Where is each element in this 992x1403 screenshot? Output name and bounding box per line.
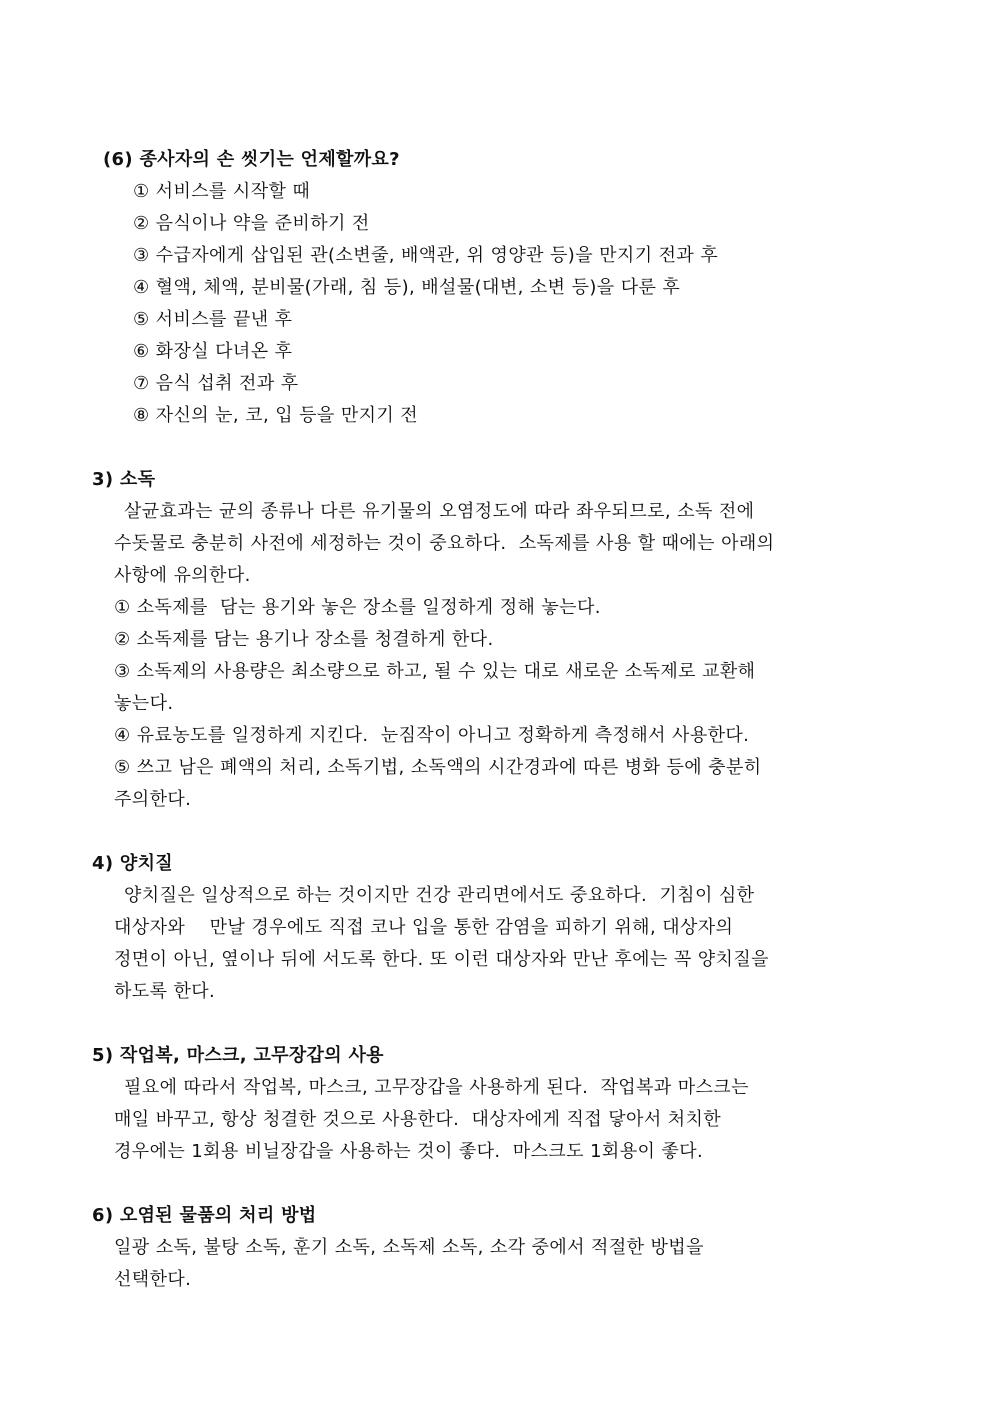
disinfection-item-line: 주의한다. [114,789,192,810]
handwash-item: ⑤ 서비스를 끝낸 후 [133,309,293,330]
gargle-paragraph-line: 대상자와 만날 경우에도 직접 코나 입을 통한 감염을 피하기 위해, 대상자의 [114,917,734,938]
handwash-item: ⑦ 음식 섭취 전과 후 [133,373,299,394]
disinfection-item-line: ③ 소독제의 사용량은 최소량으로 하고, 될 수 있는 대로 새로운 소독제로 교환해 [114,661,756,682]
handwash-item: ⑥ 화장실 다녀온 후 [133,341,293,362]
handwash-title: (6) 종사자의 손 씻기는 언제할까요? [103,149,400,170]
handwash-item: ④ 혈액, 체액, 분비물(가래, 침 등), 배설물(대변, 소변 등)을 다룬 후 [133,277,681,298]
contaminated-title: 6) 오염된 물품의 처리 방법 [92,1205,317,1226]
workwear-paragraph-line: 매일 바꾸고, 항상 청결한 것으로 사용한다. 대상자에게 직접 닿아서 처치한 [114,1109,722,1130]
contaminated-paragraph-line: 일광 소독, 불탕 소독, 훈기 소독, 소독제 소독, 소각 중에서 적절한 방법을 [114,1237,704,1258]
gargle-paragraph-line: 하도록 한다. [114,981,216,1002]
handwash-item: ⑧ 자신의 눈, 코, 입 등을 만지기 전 [133,405,419,426]
disinfection-paragraph-line: 사항에 유의한다. [114,565,251,586]
gargle-paragraph-line: 정면이 아닌, 옆이나 뒤에 서도록 한다. 또 이런 대상자와 만난 후에는 꼭 양치질을 [114,949,769,970]
workwear-paragraph-line: 필요에 따라서 작업복, 마스크, 고무장갑을 사용하게 된다. 작업복과 마스크는 [124,1077,749,1098]
handwash-item: ② 음식이나 약을 준비하기 전 [133,213,370,234]
disinfection-item-line: 놓는다. [114,693,174,714]
handwash-item: ① 서비스를 시작할 때 [133,181,311,202]
gargle-paragraph-line: 양치질은 일상적으로 하는 것이지만 건강 관리면에서도 중요하다. 기침이 심한 [124,885,755,906]
handwash-item: ③ 수급자에게 삽입된 관(소변줄, 배액관, 위 영양관 등)을 만지기 전과 후 [133,245,719,266]
disinfection-title: 3) 소독 [92,469,156,490]
disinfection-item-line: ① 소독제를 담는 용기와 놓은 장소를 일정하게 정해 놓는다. [114,597,601,618]
workwear-title: 5) 작업복, 마스크, 고무장갑의 사용 [92,1045,384,1066]
gargle-title: 4) 양치질 [92,853,173,874]
disinfection-paragraph-line: 수돗물로 충분히 사전에 세정하는 것이 중요하다. 소독제를 사용 할 때에는 아래의 [114,533,775,554]
disinfection-item-line: ② 소독제를 담는 용기나 장소를 청결하게 한다. [114,629,494,650]
disinfection-paragraph-line: 살균효과는 균의 종류나 다른 유기물의 오염정도에 따라 좌우되므로, 소독 전에 [124,501,755,522]
disinfection-item-line: ⑤ 쓰고 남은 폐액의 처리, 소독기법, 소독액의 시간경과에 따른 병화 등에 충분히 [114,757,762,778]
disinfection-item-line: ④ 유료농도를 일정하게 지킨다. 눈짐작이 아니고 정확하게 측정해서 사용한다. [114,725,750,746]
workwear-paragraph-line: 경우에는 1회용 비닐장갑을 사용하는 것이 좋다. 마스크도 1회용이 좋다. [114,1141,704,1162]
contaminated-paragraph-line: 선택한다. [114,1269,192,1290]
